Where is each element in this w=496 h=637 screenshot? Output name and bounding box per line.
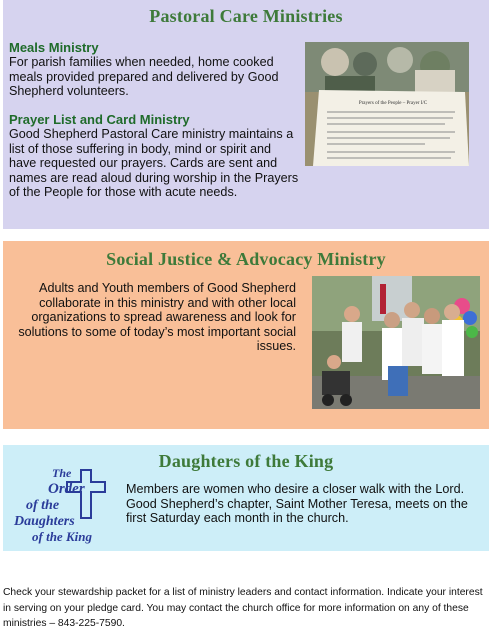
social-justice-heading: Social Justice & Advocacy Ministry: [106, 249, 386, 269]
svg-text:Order: Order: [48, 481, 85, 497]
pastoral-care-heading: Pastoral Care Ministries: [149, 6, 343, 26]
stewardship-footer-text: Check your stewardship packet for a list of ministry leaders and contact information. Indicate your interest in serving on your pledge card. You may contact the church office for more information on any of these ministries – 843-225-7590.: [3, 587, 483, 629]
daughters-heading: Daughters of the King: [158, 451, 334, 471]
prayer-ministry-block: [9, 112, 301, 200]
prayer-card-photo: [305, 42, 469, 166]
svg-text:of the: of the: [26, 498, 60, 513]
social-justice-section: [3, 241, 489, 429]
order-of-daughters-logo: [8, 463, 122, 545]
prayer-ministry-text: Good Shepherd Pastoral Care ministry maintains a list of those suffering in body, mind or spirit and have requested our prayers. Cards are sent and names are read aloud during worship in the Prayers of the People for those with acute needs.: [9, 127, 299, 200]
prayer-ministry-title: Prayer List and Card Ministry: [9, 112, 190, 127]
meals-ministry-text: For parish families when needed, home cooked meals provided prepared and delivered by Good Shepherd volunteers.: [9, 55, 279, 99]
meals-ministry-block: [9, 40, 301, 99]
svg-text:The: The: [52, 466, 72, 480]
meals-ministry-title: Meals Ministry: [9, 40, 99, 55]
svg-text:of the King: of the King: [32, 529, 92, 544]
pastoral-care-section: [3, 0, 489, 229]
daughters-of-the-king-section: [3, 445, 489, 551]
svg-text:Daughters: Daughters: [14, 514, 75, 529]
prayer-card-title: Prayers of the People – Prayer I/C: [358, 101, 428, 106]
social-justice-text: Adults and Youth members of Good Shepherd collaborate in this ministry and with other local organizations to spread awareness and look for solutions to some of today’s most important social issues.: [18, 281, 296, 354]
daughters-text: Members are women who desire a closer walk with the Lord. Good Shepherd’s chapter, Saint Mother Teresa, meets on the first Saturday each month in the church.: [126, 482, 468, 526]
advocacy-group-photo: [312, 276, 480, 409]
